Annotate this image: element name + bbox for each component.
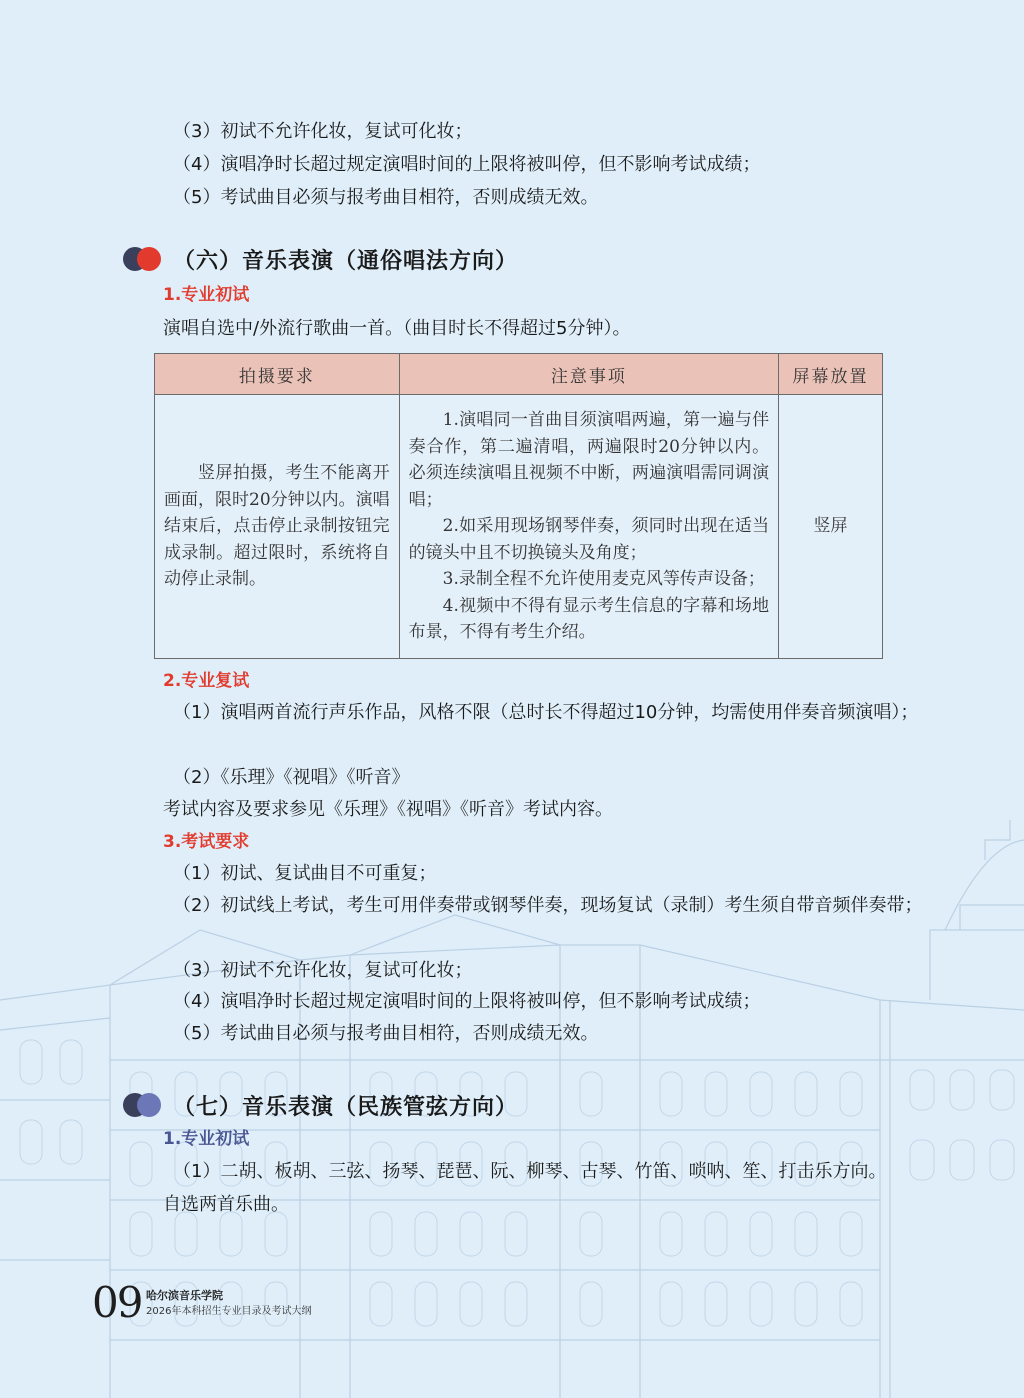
note-item: 2.如采用现场钢琴伴奏，须同时出现在适当的镜头中且不切换镜头及角度； (408, 516, 770, 563)
table-header-row (155, 354, 883, 395)
section-7-p1: （1）二胡、板胡、三弦、扬琴、琵琶、阮、柳琴、古琴、竹笛、唢呐、笙、打击乐方向。 (173, 1161, 887, 1182)
exam-rule-2: （2）初试线上考试，考生可用伴奏带或钢琴伴奏，现场复试（录制）考生须自带音频伴奏带； (173, 895, 923, 916)
exam-rule-5: （5）考试曲目必须与报考曲目相符，否则成绩无效。 (173, 1023, 599, 1044)
rule-3: （3）初试不允许化妆，复试可化妆； (173, 121, 473, 142)
exam-rule-4: （4）演唱净时长超过规定演唱时间的上限将被叫停，但不影响考试成绩； (173, 991, 761, 1012)
page-number: 09 (92, 1278, 142, 1327)
bullet-dots-icon (123, 1093, 161, 1117)
requirements-table (154, 353, 883, 659)
shooting-requirement-cell (155, 395, 400, 659)
shooting-requirement-text: 竖屏拍摄，考生不能离开画面，限时20分钟以内。演唱结束后，点击停止录制按钮完成录制。超过限时，系统将自动停止录制。 (164, 463, 390, 590)
exam-rule-3: （3）初试不允许化妆，复试可化妆； (173, 960, 473, 981)
section-7-title: （七）音乐表演（民族管弦方向） (173, 1094, 519, 1120)
table-header-notes: 注意事项 (399, 354, 778, 395)
notes-cell (399, 395, 778, 659)
section-6-title: （六）音乐表演（通俗唱法方向） (173, 248, 519, 274)
section-6-sub-1: 1.专业初试 (163, 285, 250, 305)
section-6-sub-3: 3.考试要求 (163, 832, 250, 852)
section-7-p2: 自选两首乐曲。 (163, 1194, 289, 1215)
note-item: 3.录制全程不允许使用麦克风等传声设备； (442, 569, 765, 590)
section-6-sub-2: 2.专业复试 (163, 671, 250, 691)
section-7-sub-1: 1.专业初试 (163, 1129, 250, 1149)
rule-4: （4）演唱净时长超过规定演唱时间的上限将被叫停，但不影响考试成绩； (173, 154, 761, 175)
table-header-screen: 屏幕放置 (779, 354, 883, 395)
section-6-heading (123, 243, 518, 275)
rule-5: （5）考试曲目必须与报考曲目相符，否则成绩无效。 (173, 187, 599, 208)
section-6-sub-2-p1: （1）演唱两首流行声乐作品，风格不限（总时长不得超过10分钟，均需使用伴奏音频演唱）； (173, 702, 919, 723)
school-name: 哈尔滨音乐学院 (146, 1289, 223, 1302)
table-row (155, 395, 883, 659)
note-item: 1.演唱同一首曲目须演唱两遍，第一遍与伴奏合作，第二遍清唱，两遍限时20分钟以内。必须连续演唱且视频不中断，两遍演唱需同调演唱； (408, 410, 770, 510)
section-7-heading (123, 1089, 518, 1121)
exam-rule-1: （1）初试、复试曲目不可重复； (173, 863, 437, 884)
publication-title: 2026年本科招生专业目录及考试大纲 (146, 1306, 312, 1317)
screen-placement-cell: 竖屏 (779, 395, 883, 659)
section-6-sub-2-p3: 考试内容及要求参见《乐理》《视唱》《听音》考试内容。 (163, 799, 613, 820)
bullet-dots-icon (123, 247, 161, 271)
table-header-shooting: 拍摄要求 (155, 354, 400, 395)
section-6-sub-2-p2: （2）《乐理》《视唱》《听音》 (173, 767, 410, 788)
section-6-sub-1-desc: 演唱自选中/外流行歌曲一首。（曲目时长不得超过5分钟）。 (163, 318, 631, 339)
note-item: 4.视频中不得有显示考生信息的字幕和场地布景，不得有考生介绍。 (408, 595, 770, 643)
